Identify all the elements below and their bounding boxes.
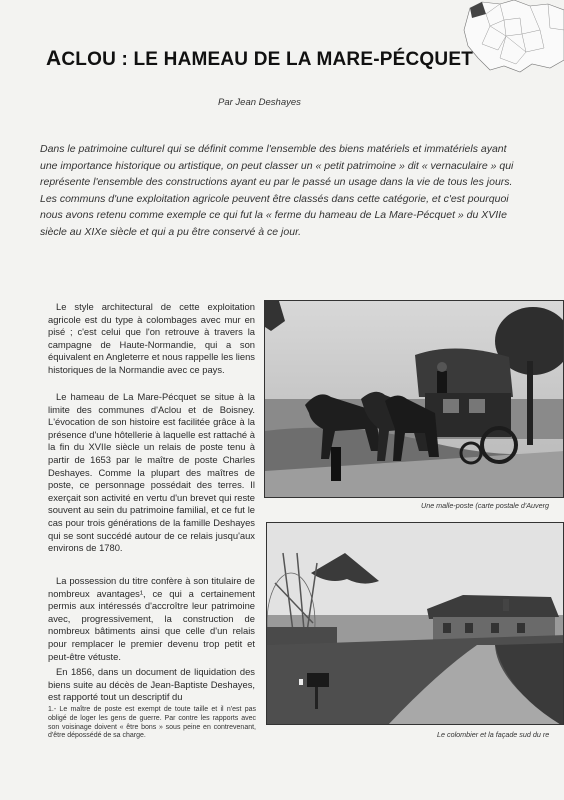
title-rest: CLOU : LE HAMEAU DE LA MARE-PÉCQUET xyxy=(61,49,473,70)
article-title xyxy=(46,47,486,71)
dovecote-photo xyxy=(266,522,564,725)
mail-coach-photo xyxy=(264,300,564,498)
body-paragraph-2: Le hameau de La Mare-Pécquet se situe à la limite des communes d'Aclou et de Boisney. L'évocation de son histoire est facilitée grâce à la présence d'une hôtellerie à laquelle est rattaché à la fin du XVIIe siècle un relais de poste tenu à partir de 1653 par le maître de poste Charles Deshayes. Comme la plupart des maîtres de poste, ce personnage possédait des terres. Il exerçait son activité en vertu d'un brevet qui reste souvent au sein du patrimoine familial, et ce fut le cas pour trois générations de la famille Deshayes qui se sont succédé autour de ce relais jusqu'aux environs de 1780. xyxy=(48,391,255,554)
photo-caption-1: Une malle-poste (carte postale d'Auverg xyxy=(421,501,550,510)
body-paragraph-1: Le style architectural de cette exploitation agricole est du type à colombages avec mur en pisé ; c'est celui que l'on retrouve à travers la campagne de Haute-Normandie, qui a son équivalent en Angleterre et nous rappelle les liens historiques de la Normandie avec ce pays. xyxy=(48,301,255,375)
body-paragraph-3: La possession du titre confère à son titulaire de nombreux avantages¹, ce qui a certainement permis aux intéressés d'accroître leur patrimoine avec, progressivement, la construction de nombreux bâtiments ainsi que celle d'un relais pour remplacer le premier devenu trop petit et peut-être vétuste. xyxy=(48,575,255,662)
title-initial: A xyxy=(46,47,62,70)
byline: Par Jean Deshayes xyxy=(218,97,301,108)
body-paragraph-4: En 1856, dans un document de liquidation des biens suite au décès de Jean-Baptiste Deshayes, est rapporté tout un descriptif du xyxy=(48,666,255,703)
footnote: 1.- Le maître de poste est exempt de toute taille et il n'est pas obligé de loger les gens de guerre. Par contre les rapports avec son voisinage doivent « être bons » sous peine en contrevenant, d'être dépossédé de sa charge. xyxy=(48,706,256,740)
intro-paragraph: Dans le patrimoine culturel qui se définit comme l'ensemble des biens matériels et immatériels ayant une importance historique ou artistique, on peut classer un « petit patrimoine » dit « vernaculaire » qui représente l'ensemble des constructions ayant eu par le passé un usage dans la vie de tous les jours. Les communs d'une exploitation agricole peuvent être classés dans cette catégorie, et c'est pourquoi nous avons retenu comme exemple ce qui fut la « ferme du hameau de La Mare-Pécquet » du XVIIe siècle au XIXe siècle et qui a pu être conservé à ce jour. xyxy=(40,143,514,238)
photo-caption-2: Le colombier et la façade sud du re xyxy=(437,730,550,739)
